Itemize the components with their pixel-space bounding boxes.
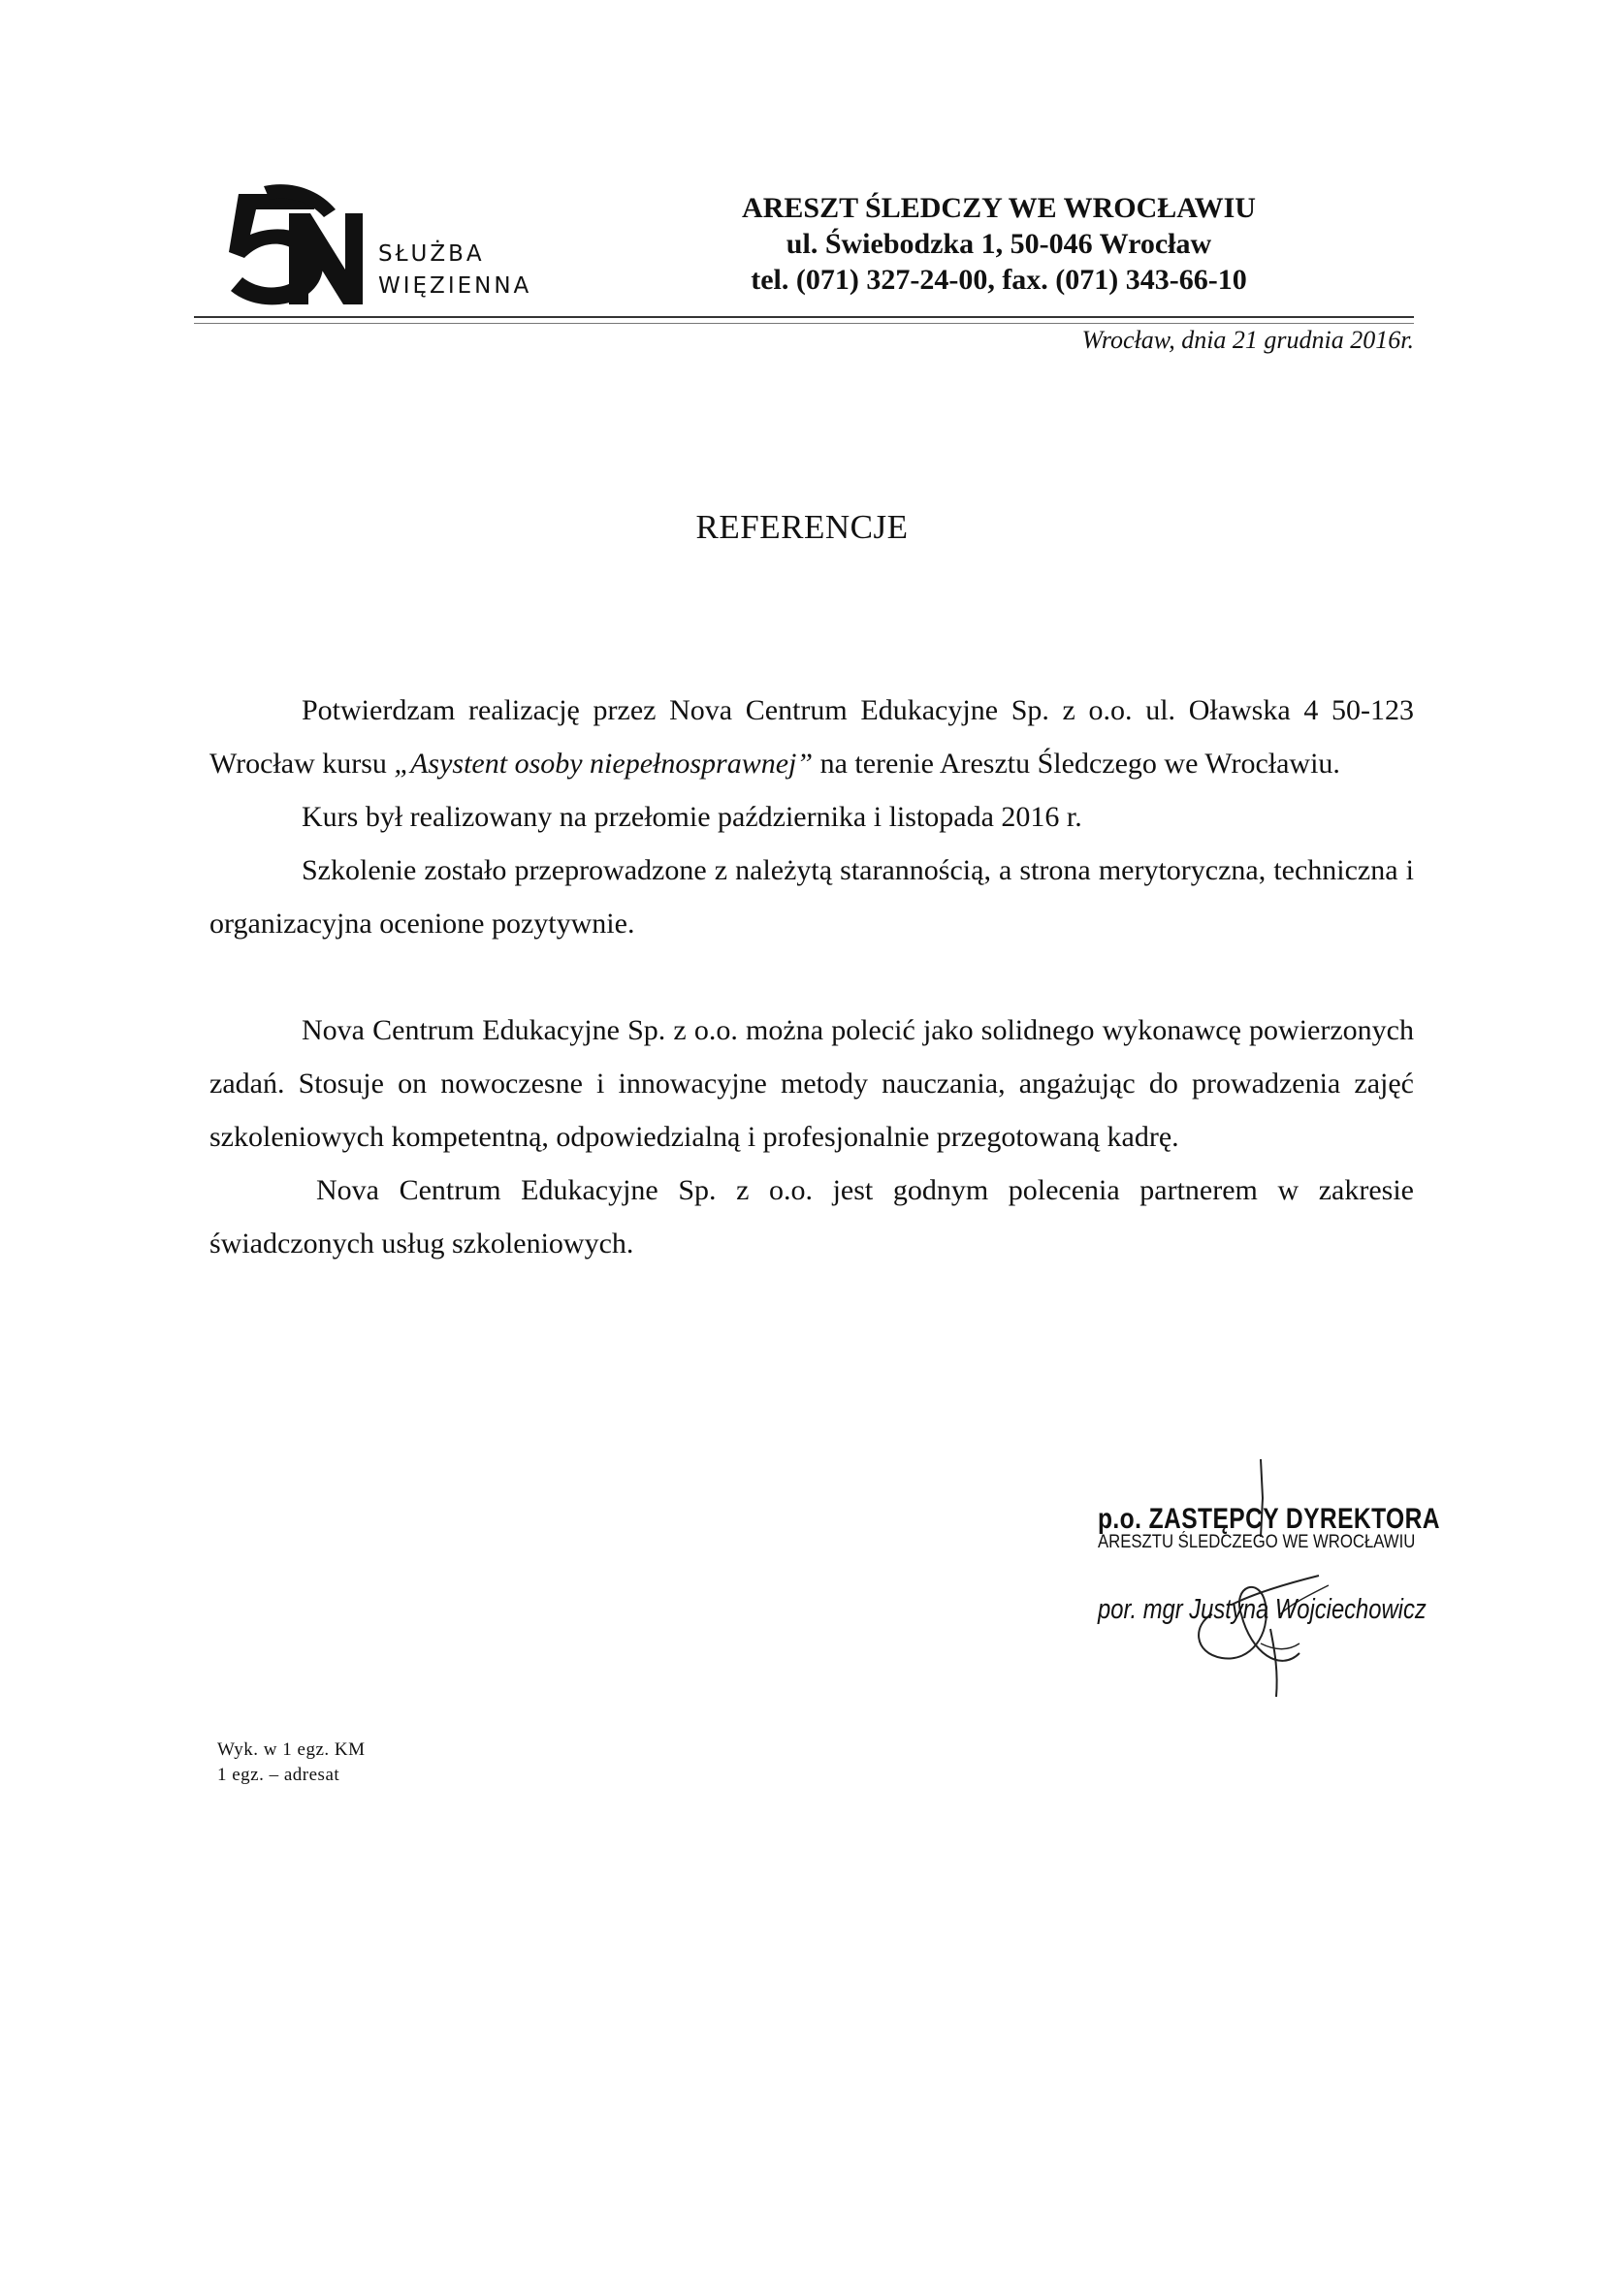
course-name: „Asystent osoby niepełnosprawnej”: [394, 748, 814, 780]
signature-block: [1098, 1503, 1447, 1626]
signatory-title: p.o. ZASTĘPCY DYREKTORA: [1098, 1503, 1440, 1535]
distribution-line-2: 1 egz. – adresat: [217, 1765, 340, 1785]
institution-header: [679, 190, 1319, 298]
header-divider-thin: [194, 323, 1414, 324]
paragraph-1: [209, 684, 1414, 790]
header-divider: [194, 316, 1414, 318]
paragraph-3: Szkolenie zostało przeprowadzone z należytą starannością, a strona merytoryczna, techniczna i organizacyjna ocenione pozytywnie.: [209, 854, 1414, 940]
signatory-name: por. mgr Justyna Wojciechowicz: [1098, 1594, 1427, 1625]
institution-address: ul. Świebodzka 1, 50-046 Wrocław: [786, 228, 1212, 260]
prison-service-logo-icon: [221, 184, 367, 310]
paragraph-2: Kurs był realizowany na przełomie października i listopada 2016 r.: [302, 801, 1082, 833]
distribution-line-1: Wyk. w 1 egz. KM: [217, 1739, 366, 1760]
institution-name: ARESZT ŚLEDCZY WE WROCŁAWIU: [742, 192, 1256, 224]
institution-contact: tel. (071) 327-24-00, fax. (071) 343-66-10: [751, 264, 1247, 296]
signatory-institution: ARESZTU ŚLEDCZEGO WE WROCŁAWIU: [1098, 1532, 1416, 1552]
letter-body: [209, 684, 1414, 1270]
date-line: Wrocław, dnia 21 grudnia 2016r.: [1081, 326, 1414, 354]
distribution-note: [217, 1738, 366, 1788]
paragraph-4: Nova Centrum Edukacyjne Sp. z o.o. można polecić jako solidnego wykonawcę powierzonych zadań. Stosuje on nowoczesne i innowacyjne metody nauczania, angażując do prowadzenia zajęć szkoleniowych kompetentną, odpowiedzialną i profesjonalnie przegotowaną kadrę.: [209, 1014, 1414, 1153]
document-title: REFERENCJE: [695, 508, 909, 546]
paragraph-1-text-before: Potwierdzam realizację przez Nova Centrum Edukacyjne Sp. z o.o. ul. Oławska 4 50-123 Wrocław kursu: [209, 694, 1414, 780]
logo-line-1: SŁUŻBA: [378, 241, 485, 267]
paragraph-5: Nova Centrum Edukacyjne Sp. z o.o. jest godnym polecenia partnerem w zakresie świadczonych usług szkoleniowych.: [209, 1174, 1414, 1260]
paragraph-1-text-after: na terenie Aresztu Śledczego we Wrocławiu.: [813, 748, 1340, 780]
logo-wordmark: [378, 239, 531, 303]
logo-line-2: WIĘZIENNA: [378, 273, 532, 299]
